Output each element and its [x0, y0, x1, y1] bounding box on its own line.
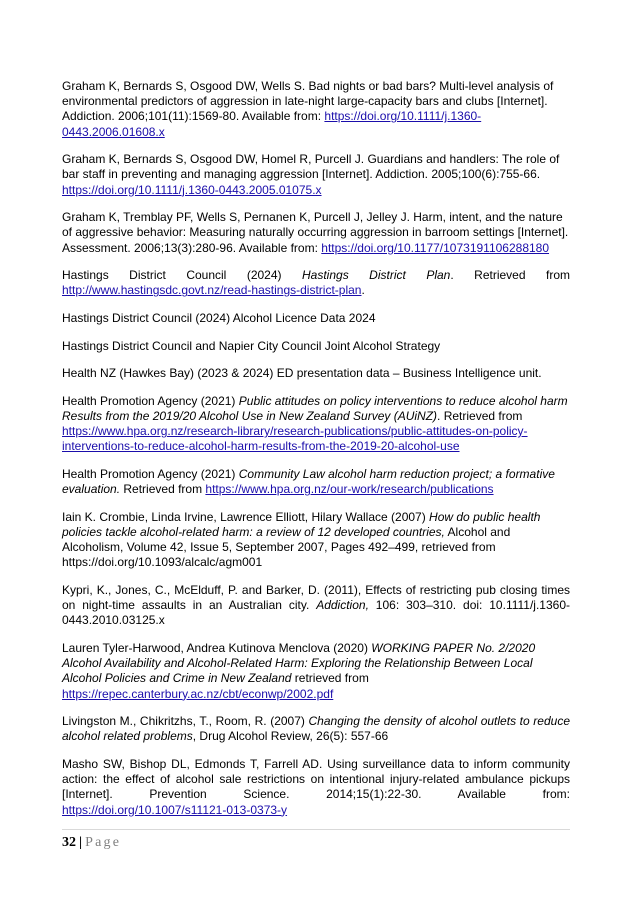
reference-title: Changing the density of alcohol outlets to reduce alcohol related problems [62, 714, 570, 744]
reference-hastings-napier-strategy [62, 339, 570, 354]
reference-hastings-licence-data [62, 311, 570, 326]
reference-title: How do public health policies tackle alcohol-related harm: a review of 12 developed countries, [62, 509, 541, 539]
page-label: Page [85, 835, 122, 850]
reference-title: Public attitudes on policy interventions to reduce alcohol harm Results from the 2019/20 Alcohol Use in New Zealand Survey (AUiNZ) [62, 393, 568, 423]
reference-text: Graham K, Tremblay PF, Wells S, Pernanen K, Purcell J, Jelley J. Harm, intent, and the nature of aggressive behavior: Measuring naturally occurring aggression in barroom settings [Internet]. Assessment. 2006;13(3):280-96. Available from: [62, 210, 569, 255]
reference-hastings-district-plan [62, 268, 570, 298]
reference-text: Iain K. Crombie, Linda Irvine, Lawrence Elliott, Hilary Wallace (2007) [62, 509, 430, 524]
reference-hpa-2021-attitudes [62, 394, 570, 455]
reference-text: Graham K, Bernards S, Osgood DW, Homel R, Purcell J. Guardians and handlers: The role of bar staff in preventing and managing aggression [Internet]. Addiction. 2005;100(6):755-66. [62, 152, 560, 182]
reference-list [62, 79, 570, 830]
reference-text: . [361, 283, 365, 298]
reference-text: Graham K, Bernards S, Osgood DW, Wells S. Bad nights or bad bars? Multi-level analysis of environmental predictors of aggression in late-night large-capacity bars and clubs [Internet]. Addiction. 2006;101(11):1569-80. Available from: [62, 79, 554, 124]
reference-link[interactable]: http://www.hastingsdc.govt.nz/read-hastings-district-plan [62, 283, 362, 298]
reference-text: Livingston M., Chikritzhs, T., Room, R. (2007) [62, 714, 309, 729]
reference-graham-2005 [62, 152, 570, 198]
reference-text: Health Promotion Agency (2021) [62, 466, 239, 481]
reference-text: , Drug Alcohol Review, 26(5): 557-66 [192, 729, 389, 744]
reference-tyler-harwood-2020 [62, 641, 570, 702]
reference-hpa-2021-community-law [62, 467, 570, 497]
reference-health-nz-ed [62, 366, 570, 381]
reference-crombie-2007 [62, 510, 570, 571]
reference-text: Hastings District Council (2024) Alcohol Licence Data 2024 [62, 311, 376, 325]
reference-text: Hastings District Council and Napier City Council Joint Alcohol Strategy [62, 338, 441, 353]
reference-link[interactable]: https://doi.org/10.1007/s11121-013-0373-y [62, 802, 288, 817]
reference-link[interactable]: https://repec.canterbury.ac.nz/cbt/econwp/2002.pdf [62, 686, 334, 701]
reference-link[interactable]: https://www.hpa.org.nz/our-work/research/publications [205, 482, 494, 497]
footer-separator: | [79, 835, 83, 850]
reference-text: Masho SW, Bishop DL, Edmonds T, Farrell AD. Using surveillance data to inform community action: the effect of alcohol sale restrictions on intentional injury-related ambulance pickups [Internet]. Prevention Science. 2014;15(1):22-30. Available from: [62, 756, 570, 802]
reference-text: retrieved from [291, 671, 369, 686]
reference-link[interactable]: https://www.hpa.org.nz/research-library/research-publications/public-attitudes-on-policy-interventions-to-reduce-alcohol-harm-results-from-the-2019-20-alcohol-use [62, 424, 528, 454]
reference-title: Community Law alcohol harm reduction project; a formative evaluation. [62, 466, 555, 497]
reference-text: . Retrieved from [437, 408, 523, 423]
reference-livingston-2007 [62, 714, 570, 744]
reference-title: Hastings District Plan [302, 268, 451, 283]
reference-link[interactable]: https://doi.org/10.1177/1073191106288180 [321, 240, 550, 255]
footer-divider [62, 829, 570, 830]
page-footer [62, 835, 121, 851]
reference-text: . Retrieved from [450, 268, 570, 283]
reference-text: 106: 303–310. doi: 10.1111/j.1360-0443.2010.03125.x [62, 598, 570, 628]
reference-masho-2014 [62, 757, 570, 818]
reference-text: Health NZ (Hawkes Bay) (2023 & 2024) ED presentation data – Business Intelligence unit. [62, 366, 542, 381]
reference-link[interactable]: https://doi.org/10.1111/j.1360-0443.2005.01075.x [62, 182, 322, 197]
reference-kypri-2011 [62, 583, 570, 629]
reference-text: Health Promotion Agency (2021) [62, 393, 239, 408]
reference-text: Hastings District Council (2024) [62, 268, 302, 283]
reference-link[interactable]: https://doi.org/10.1111/j.1360-0443.2006.01608.x [62, 109, 482, 139]
page-number: 32 [62, 835, 76, 850]
reference-graham-2006 [62, 79, 570, 140]
reference-text: Lauren Tyler-Harwood, Andrea Kutinova Menclova (2020) [62, 640, 372, 655]
reference-text: Alcohol and Alcoholism, Volume 42, Issue 5, September 2007, Pages 492–499, retrieved from https://doi.org/10.1093/alcalc/agm001 [62, 524, 511, 570]
reference-title: Addiction, [316, 598, 369, 613]
reference-title: WORKING PAPER No. 2/2020 Alcohol Availability and Alcohol-Related Harm: Exploring the Relationship Between Local Alcohol Policies and Crime in New Zealand [62, 640, 536, 686]
reference-text: Kypri, K., Jones, C., McElduff, P. and Barker, D. (2011), Effects of restricting pub closing times on night-time assaults in an Australian city. [62, 582, 570, 613]
reference-text: Retrieved from [120, 482, 206, 497]
reference-graham-tremblay-2006 [62, 210, 570, 256]
